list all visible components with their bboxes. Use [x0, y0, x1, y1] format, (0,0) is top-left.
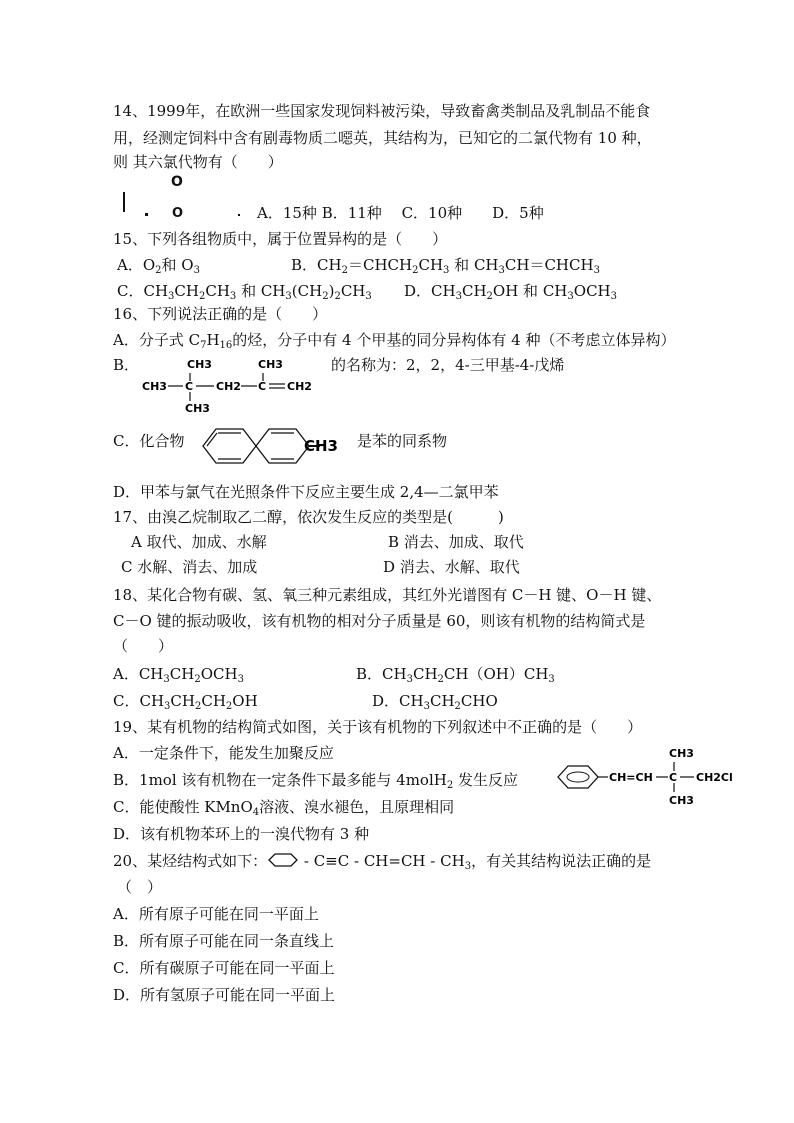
q19-option-c: C．能使酸性 KMnO$_4$溶液、溴水褪色，且原理相同 — [113, 798, 455, 818]
q20-option-b: B．所有原子可能在同一条直线上 — [113, 932, 335, 950]
q19-option-d: D．该有机物苯环上的一溴代物有 3 种 — [113, 825, 370, 843]
dioxin-fragment-dot — [145, 213, 148, 216]
dioxin-o-bottom: O — [172, 206, 184, 221]
q16-stem: 16、下列说法正确的是（ ） — [113, 305, 328, 323]
q17-stem: 17、由溴乙烷制取乙二醇，依次发生反应的类型是( ) — [113, 508, 504, 526]
q19-ch3-top: CH3 — [669, 747, 694, 760]
q17-option-d: D 消去、水解、取代 — [383, 558, 520, 576]
struct-ch3-left: CH3 — [142, 380, 167, 393]
q19-c: C — [669, 771, 678, 784]
q14-line-2: 用，经测定饲料中含有剧毒物质二噁英，其结构为，已知它的二氯代物有 10 种， — [113, 129, 652, 147]
q15-stem: 15、下列各组物质中，属于位置异构的是（ ） — [113, 230, 448, 248]
q18-option-b: B．$CH_3CH_2CH(OH)CH_3$ — [356, 665, 555, 685]
q15-option-c: C．$CH_3CH_2CH_3$ 和 $CH_3(CH_2)_2CH_3$ — [117, 282, 372, 302]
q17-option-a: A 取代、加成、水解 — [131, 533, 267, 551]
q20-option-a: A．所有原子可能在同一平面上 — [113, 905, 319, 923]
q14-options: A．15种 B．11种 C．10种 D．5种 — [257, 204, 544, 222]
naphthalene-structure — [198, 421, 348, 471]
q15-option-a: A．$O_2$和 $O_3$ — [117, 256, 200, 276]
struct-ch3-bottom: CH3 — [185, 402, 210, 415]
q18-line-1: 18、某化合物有碳、氢、氧三种元素组成，其红外光谱图有 C－H 键、O－H 键、 — [113, 586, 662, 604]
q16-option-b-text: 的名称为：2，2，4-三甲基-4-戊烯 — [331, 356, 565, 374]
q18-option-d: D．$CH_3CH_2CHO$ — [372, 692, 498, 712]
q18-line-2: C－O 键的振动吸收，该有机物的相对分子质量是 60，则该有机物的结构简式是 — [113, 612, 646, 630]
q17-option-b: B 消去、加成、取代 — [388, 533, 524, 551]
q19-ch2cl: CH2Cl — [696, 771, 733, 784]
q16-option-b-label: B． — [113, 356, 140, 374]
benzene-icon — [267, 853, 299, 867]
q16-option-c-text: 是苯的同系物 — [357, 432, 448, 450]
q19-stem: 19、某有机物的结构简式如图，关于该有机物的下列叙述中不正确的是（ ） — [113, 718, 643, 736]
q16-b-structure — [140, 353, 330, 417]
q16-option-d: D．甲苯与氯气在光照条件下反应主要生成 2,4—二氯甲苯 — [113, 483, 499, 501]
q15-option-d: D．$CH_3CH_2OH$ 和 $CH_3OCH_3$ — [404, 282, 617, 302]
struct-ch2: CH2 — [216, 380, 241, 393]
q20-option-d: D．所有氢原子可能在同一平面上 — [113, 986, 336, 1004]
struct-ch3-top-1: CH3 — [187, 358, 212, 371]
q19-option-a: A．一定条件下，能发生加聚反应 — [113, 744, 334, 762]
q20-paren: （ ） — [117, 878, 163, 896]
q19-option-b: B．1mol 该有机物在一定条件下最多能与 4molH$_2$ 发生反应 — [113, 771, 518, 791]
q14-line-3: 则 其六氯代物有（ ） — [113, 153, 283, 171]
q16-option-a: A．分子式 $C_7H_{16}$的烃，分子中有 4 个甲基的同分异构体有 4 种（不考虑立体异构） — [113, 331, 676, 351]
q20-stem: 20、某烃结构式如下： - $C\equiv C - CH=CH - CH_3$，有关其结构说法正确的是 — [113, 852, 652, 872]
struct-ch2-end: CH2 — [287, 380, 312, 393]
q14-line-1: 14、1999年，在欧洲一些国家发现饲料被污染，导致畜禽类制品及乳制品不能食 — [113, 102, 651, 120]
dioxin-fragment-dot-2 — [238, 214, 240, 216]
struct-c1: C — [185, 380, 194, 393]
q18-option-c: C．$CH_3CH_2CH_2OH$ — [113, 692, 258, 712]
q17-option-c: C 水解、消去、加成 — [121, 558, 258, 576]
q18-option-a: A．$CH_3CH_2OCH_3$ — [113, 665, 244, 685]
dioxin-o-top: O — [171, 174, 183, 190]
q15-option-b: B．$CH_2=CHCH_2CH_3$ 和 $CH_3CH=CHCH_3$ — [291, 256, 600, 276]
naphthalene-ch3: CH3 — [304, 437, 338, 455]
q20-option-c: C．所有碳原子可能在同一平面上 — [113, 959, 335, 977]
q19-chain: CH=CH — [609, 771, 653, 784]
struct-c2: C — [258, 380, 267, 393]
struct-ch3-top-2: CH3 — [258, 358, 283, 371]
dioxin-fragment-line — [123, 192, 125, 212]
q19-ch3-bottom: CH3 — [669, 794, 694, 807]
q18-line-3: （ ） — [113, 637, 174, 655]
q19-structure — [554, 744, 744, 810]
q16-option-c-label: C．化合物 — [113, 432, 185, 450]
